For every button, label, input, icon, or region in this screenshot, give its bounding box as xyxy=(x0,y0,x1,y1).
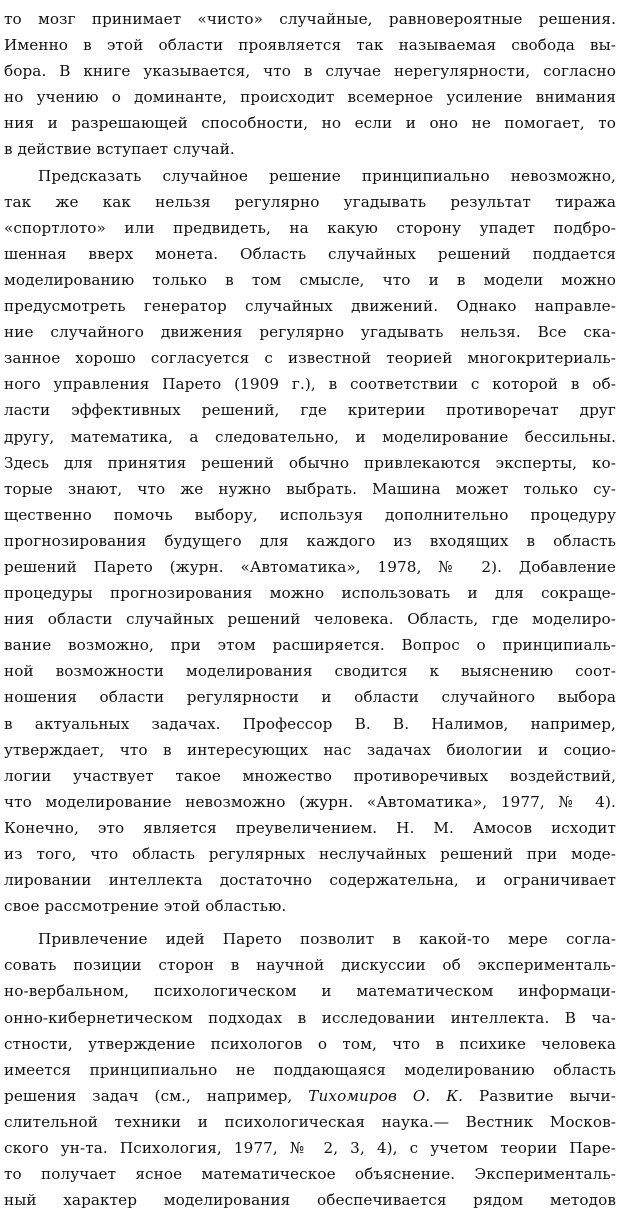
text-line: логии участвует такое множество противоречивых воздействий, xyxy=(4,766,616,785)
text-line: так же как нельзя регулярно угадывать результат тиража xyxy=(4,192,616,211)
text-line: вание возможно, при этом расширяется. Вопрос о принципиаль- xyxy=(4,636,616,655)
text-line: в действие вступает случай. xyxy=(4,140,235,159)
text-line: решения задач (см., например, Тихомиров О. К. Развитие вычи- xyxy=(4,1086,616,1105)
text-line: но-вербальном, психологическом и математическом информаци- xyxy=(4,982,616,1001)
text-line: совать позиции сторон в научной дискуссии об эксперименталь- xyxy=(4,956,616,975)
paragraph-2 xyxy=(4,163,616,920)
text-line: Предсказать случайное решение принципиально невозможно, xyxy=(38,166,616,185)
text-line: бора. В книге указывается, что в случае нерегулярности, согласно xyxy=(4,62,616,81)
text-line: ный характер моделирования обеспечивается рядом методов xyxy=(4,1191,616,1210)
text-line: торые знают, что же нужно выбрать. Машина может только су- xyxy=(4,479,616,498)
text-line: предусмотреть генератор случайных движений. Однако направле- xyxy=(4,297,616,316)
text-line: процедуры прогнозирования можно использовать и для сокраще- xyxy=(4,584,616,603)
text-line: онно-кибернетическом подходах в исследовании интеллекта. В ча- xyxy=(4,1008,616,1027)
text-line: «спортлото» или предвидеть, на какую сторону упадет подбро- xyxy=(4,218,616,237)
text-line: свое рассмотрение этой областью. xyxy=(4,897,287,916)
text-line: ского ун-та. Психология, 1977, № 2, 3, 4), с учетом теории Паре- xyxy=(4,1139,616,1158)
text-line: ласти эффективных решений, где критерии противоречат друг xyxy=(4,401,616,420)
text-line: ния и разрешающей способности, но если и оно не помогает, то xyxy=(4,114,616,133)
paragraph-1 xyxy=(4,6,616,163)
text-line: из того, что область регулярных неслучайных решений при моде- xyxy=(4,845,616,863)
text-line: шенная вверх монета. Область случайных решений поддается xyxy=(4,244,616,263)
text-line: ния области случайных решений человека. Область, где моделиро- xyxy=(4,610,616,629)
text-line: утверждает, что в интересующих нас задачах биологии и социо- xyxy=(4,740,616,759)
text-line: щественно помочь выбору, используя дополнительно процедуру xyxy=(4,505,616,524)
text-line: но учению о доминанте, происходит всемерное усиление внимания xyxy=(4,88,616,107)
text-line: ной возможности моделирования сводится к выяснению соот- xyxy=(4,662,616,681)
text-line: слительной техники и психологическая наука.— Вестник Москов- xyxy=(4,1112,616,1131)
text-line: ние случайного движения регулярно угадывать нельзя. Все ска- xyxy=(4,323,616,342)
paragraph-gap xyxy=(4,919,616,926)
text-line: имеется принципиально не поддающаяся моделированию область xyxy=(4,1060,616,1079)
document-page xyxy=(4,6,616,1213)
text-line: в актуальных задачах. Профессор В. В. Налимов, например, xyxy=(4,714,616,733)
text-line: лировании интеллекта достаточно содержательна, и ограничивает xyxy=(4,871,616,890)
paragraph-3 xyxy=(4,926,616,1213)
text-line: другу, математика, а следовательно, и моделирование бессильны. xyxy=(4,427,616,446)
text-line: ношения области регулярности и области случайного выбора xyxy=(4,688,616,707)
text-line: Привлечение идей Парето позволит в какой-то мере согла- xyxy=(38,930,616,949)
text-line: моделированию только в том смысле, что и в модели можно xyxy=(4,270,616,289)
text-line: стности, утверждение психологов о том, что в психике человека xyxy=(4,1034,616,1053)
text-line: решений Парето (журн. «Автоматика», 1978, № 2). Добавление xyxy=(4,557,616,576)
text-line: то мозг принимает «чисто» случайные, равновероятные решения. xyxy=(4,10,616,28)
text-line: занное хорошо согласуется с известной теорией многокритериаль- xyxy=(4,349,616,368)
text-line: что моделирование невозможно (журн. «Автоматика», 1977, № 4). xyxy=(4,792,616,811)
author-name-italic: Тихомиров О. К. xyxy=(308,1086,464,1105)
text-line: Именно в этой области проявляется так называемая свобода вы- xyxy=(4,36,616,55)
text-line: то получает ясное математическое объяснение. Эксперименталь- xyxy=(4,1165,616,1184)
text-line: Конечно, это является преувеличением. Н. М. Амосов исходит xyxy=(4,818,616,837)
text-line: Здесь для принятия решений обычно привлекаются эксперты, ко- xyxy=(4,453,616,472)
text-line: ного управления Парето (1909 г.), в соответствии с которой в об- xyxy=(4,375,616,394)
text-line: прогнозирования будущего для каждого из входящих в область xyxy=(4,531,616,550)
